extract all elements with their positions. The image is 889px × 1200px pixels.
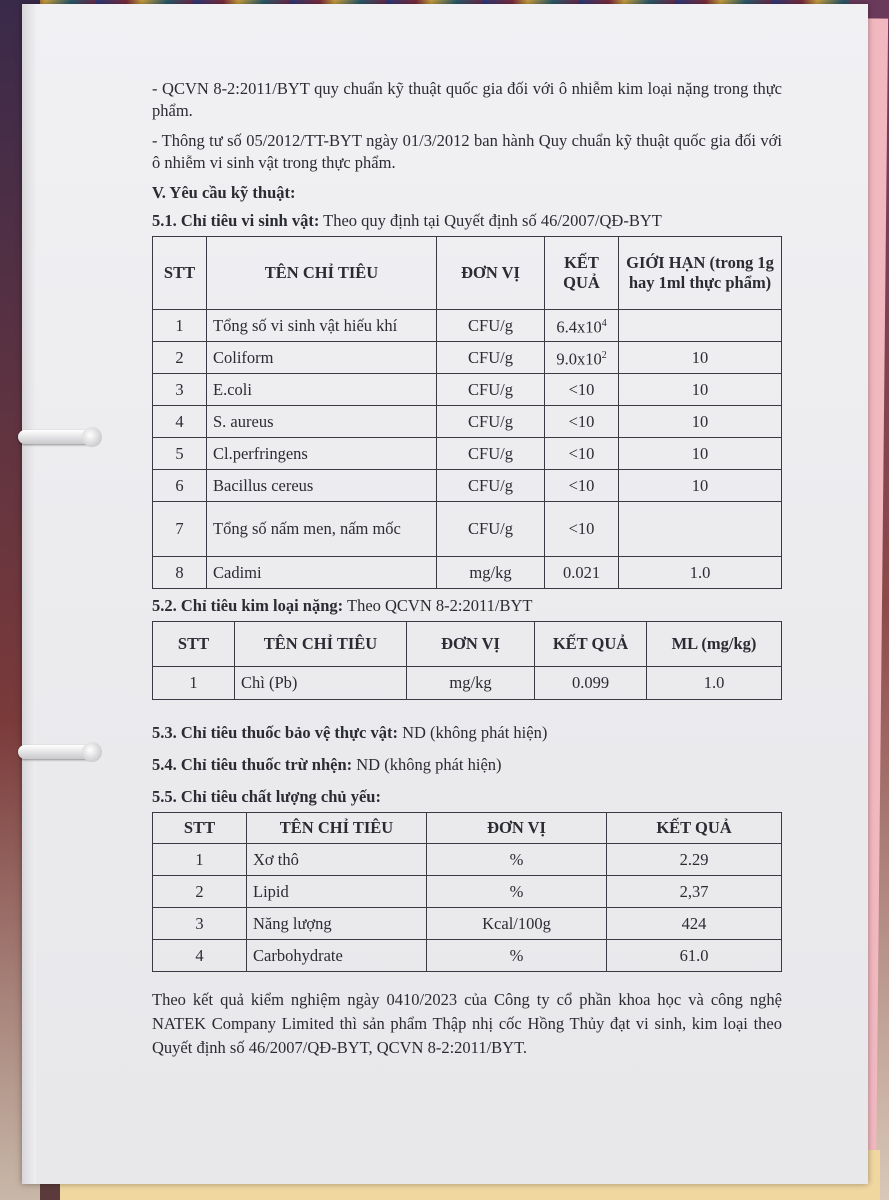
micro-cell-result — [545, 342, 619, 374]
micro-result-value: <10 — [568, 519, 595, 538]
micro-row — [153, 342, 782, 374]
quality-cell-stt: 1 — [153, 844, 247, 876]
micro-cell-unit: CFU/g — [437, 310, 545, 342]
quality-table — [152, 812, 782, 972]
micro-cell-limit: 10 — [619, 470, 782, 502]
micro-cell-name: Tổng số vi sinh vật hiếu khí — [207, 310, 437, 342]
micro-cell-stt: 3 — [153, 374, 207, 406]
micro-row — [153, 406, 782, 438]
quality-body — [153, 844, 782, 972]
metal-text: Theo QCVN 8-2:2011/BYT — [346, 596, 533, 615]
quality-cell-stt: 3 — [153, 908, 247, 940]
quality-row — [153, 940, 782, 972]
quality-row — [153, 876, 782, 908]
micro-cell-name: Bacillus cereus — [207, 470, 437, 502]
quality-cell-unit: % — [427, 940, 607, 972]
miticide-label: 5.4. Chỉ tiêu thuốc trừ nhện: — [152, 755, 353, 774]
micro-cell-name: Tổng số nấm men, nấm mốc — [207, 502, 437, 557]
micro-row — [153, 557, 782, 589]
micro-result-value: <10 — [568, 475, 595, 495]
micro-cell-result — [545, 470, 619, 502]
quality-header-row — [153, 813, 782, 844]
micro-header-result: KẾT QUẢ — [545, 237, 619, 310]
micro-cell-unit: CFU/g — [437, 406, 545, 438]
micro-cell-unit: CFU/g — [437, 374, 545, 406]
micro-cell-unit: CFU/g — [437, 342, 545, 374]
micro-cell-limit: 10 — [619, 342, 782, 374]
micro-cell-limit — [619, 502, 782, 557]
micro-cell-limit: 10 — [619, 374, 782, 406]
metal-cell-result: 0.099 — [535, 667, 647, 700]
micro-cell-stt: 4 — [153, 406, 207, 438]
micro-text: Theo quy định tại Quyết định số 46/2007/QĐ-BYT — [323, 211, 662, 230]
metal-cell-unit: mg/kg — [407, 667, 535, 700]
metal-header-result: KẾT QUẢ — [535, 622, 647, 667]
micro-cell-name: Coliform — [207, 342, 437, 374]
metal-cell-stt: 1 — [153, 667, 235, 700]
micro-cell-unit: mg/kg — [437, 557, 545, 589]
micro-cell-name: E.coli — [207, 374, 437, 406]
miticide-text: ND (không phát hiện) — [356, 755, 502, 774]
quality-row — [153, 844, 782, 876]
pesticide-line — [152, 722, 782, 744]
micro-cell-unit: CFU/g — [437, 438, 545, 470]
micro-cell-result — [545, 557, 619, 589]
pesticide-label: 5.3. Chỉ tiêu thuốc bảo vệ thực vật: — [152, 723, 398, 742]
micro-cell-limit: 1.0 — [619, 557, 782, 589]
micro-result-exponent: 4 — [601, 317, 607, 329]
metal-row — [153, 667, 782, 700]
micro-cell-stt: 1 — [153, 310, 207, 342]
micro-result-value: 9.0x10 — [556, 349, 602, 369]
micro-cell-stt: 5 — [153, 438, 207, 470]
quality-row — [153, 908, 782, 940]
metal-header-unit: ĐƠN VỊ — [407, 622, 535, 667]
quality-cell-name: Lipid — [247, 876, 427, 908]
pesticide-text: ND (không phát hiện) — [402, 723, 548, 742]
micro-cell-stt: 7 — [153, 502, 207, 557]
quality-cell-result: 61.0 — [607, 940, 782, 972]
quality-header-stt: STT — [153, 813, 247, 844]
metal-cell-name: Chì (Pb) — [235, 667, 407, 700]
micro-result-value: <10 — [568, 443, 595, 463]
micro-result-value: <10 — [568, 411, 595, 431]
micro-cell-stt: 2 — [153, 342, 207, 374]
micro-header-limit: GIỚI HẠN (trong 1g hay 1ml thực phẩm) — [619, 237, 782, 310]
micro-result-value: <10 — [568, 379, 595, 399]
intro-paragraph-2: - Thông tư số 05/2012/TT-BYT ngày 01/3/2012 ban hành Quy chuẩn kỹ thuật quốc gia đối với ô nhiễm vi sinh vật trong thực phẩm. — [152, 131, 782, 172]
micro-cell-unit: CFU/g — [437, 502, 545, 557]
micro-subheading — [152, 210, 782, 232]
quality-cell-unit: % — [427, 876, 607, 908]
binder-ring-bottom — [18, 745, 98, 759]
quality-cell-name: Năng lượng — [247, 908, 427, 940]
quality-cell-name: Xơ thô — [247, 844, 427, 876]
metal-header-name: TÊN CHỈ TIÊU — [235, 622, 407, 667]
quality-cell-result: 2,37 — [607, 876, 782, 908]
quality-cell-result: 2.29 — [607, 844, 782, 876]
micro-cell-name: Cl.perfringens — [207, 438, 437, 470]
conclusion-paragraph: Theo kết quả kiểm nghiệm ngày 0410/2023 của Công ty cổ phần khoa học và công nghệ NATEK Company Limited thì sản phẩm Thập nhị cốc Hồng Thủy đạt vi sinh, kim loại theo Quyết định số 46/2007/QĐ-BYT, QCVN 8-2:2011/BYT. — [152, 990, 782, 1057]
quality-subheading — [152, 786, 782, 808]
micro-cell-result — [545, 374, 619, 406]
metal-cell-limit: 1.0 — [647, 667, 782, 700]
micro-cell-unit: CFU/g — [437, 470, 545, 502]
micro-cell-name: S. aureus — [207, 406, 437, 438]
micro-cell-limit: 10 — [619, 438, 782, 470]
binder-ring-top — [18, 430, 98, 444]
miticide-line — [152, 754, 782, 776]
micro-row — [153, 470, 782, 502]
micro-row — [153, 374, 782, 406]
micro-result-value: 6.4x10 — [556, 317, 602, 337]
document-content — [152, 78, 782, 1060]
quality-cell-result: 424 — [607, 908, 782, 940]
micro-result-value: 0.021 — [562, 562, 601, 582]
quality-header-name: TÊN CHỈ TIÊU — [247, 813, 427, 844]
micro-result-exponent: 2 — [601, 349, 607, 361]
metal-header-limit: ML (mg/kg) — [647, 622, 782, 667]
micro-header-stt: STT — [153, 237, 207, 310]
quality-cell-name: Carbohydrate — [247, 940, 427, 972]
micro-cell-result — [545, 502, 619, 557]
micro-cell-stt: 8 — [153, 557, 207, 589]
micro-header-name: TÊN CHỈ TIÊU — [207, 237, 437, 310]
quality-header-result: KẾT QUẢ — [607, 813, 782, 844]
metal-label: 5.2. Chỉ tiêu kim loại nặng: — [152, 596, 344, 615]
micro-label: 5.1. Chỉ tiêu vi sinh vật: — [152, 211, 320, 230]
micro-cell-stt: 6 — [153, 470, 207, 502]
binder-edge — [22, 4, 36, 1184]
micro-cell-name: Cadimi — [207, 557, 437, 589]
section-title: V. Yêu cầu kỹ thuật: — [152, 183, 296, 202]
quality-cell-unit: Kcal/100g — [427, 908, 607, 940]
quality-cell-unit: % — [427, 844, 607, 876]
micro-cell-limit: 10 — [619, 406, 782, 438]
micro-cell-limit — [619, 310, 782, 342]
quality-label: 5.5. Chỉ tiêu chất lượng chủ yếu: — [152, 787, 381, 806]
micro-cell-result — [545, 406, 619, 438]
metal-header-row — [153, 622, 782, 667]
micro-cell-result — [545, 438, 619, 470]
metal-subheading — [152, 595, 782, 617]
micro-row — [153, 438, 782, 470]
micro-row — [153, 310, 782, 342]
micro-row — [153, 502, 782, 557]
micro-cell-result — [545, 310, 619, 342]
metal-header-stt: STT — [153, 622, 235, 667]
micro-body — [153, 310, 782, 589]
micro-header-unit: ĐƠN VỊ — [437, 237, 545, 310]
quality-cell-stt: 4 — [153, 940, 247, 972]
quality-cell-stt: 2 — [153, 876, 247, 908]
micro-header-row — [153, 237, 782, 310]
metal-table — [152, 621, 782, 700]
intro-paragraph-1: - QCVN 8-2:2011/BYT quy chuẩn kỹ thuật quốc gia đối với ô nhiễm kim loại nặng trong thực phẩm. — [152, 79, 782, 120]
quality-header-unit: ĐƠN VỊ — [427, 813, 607, 844]
micro-table — [152, 236, 782, 589]
